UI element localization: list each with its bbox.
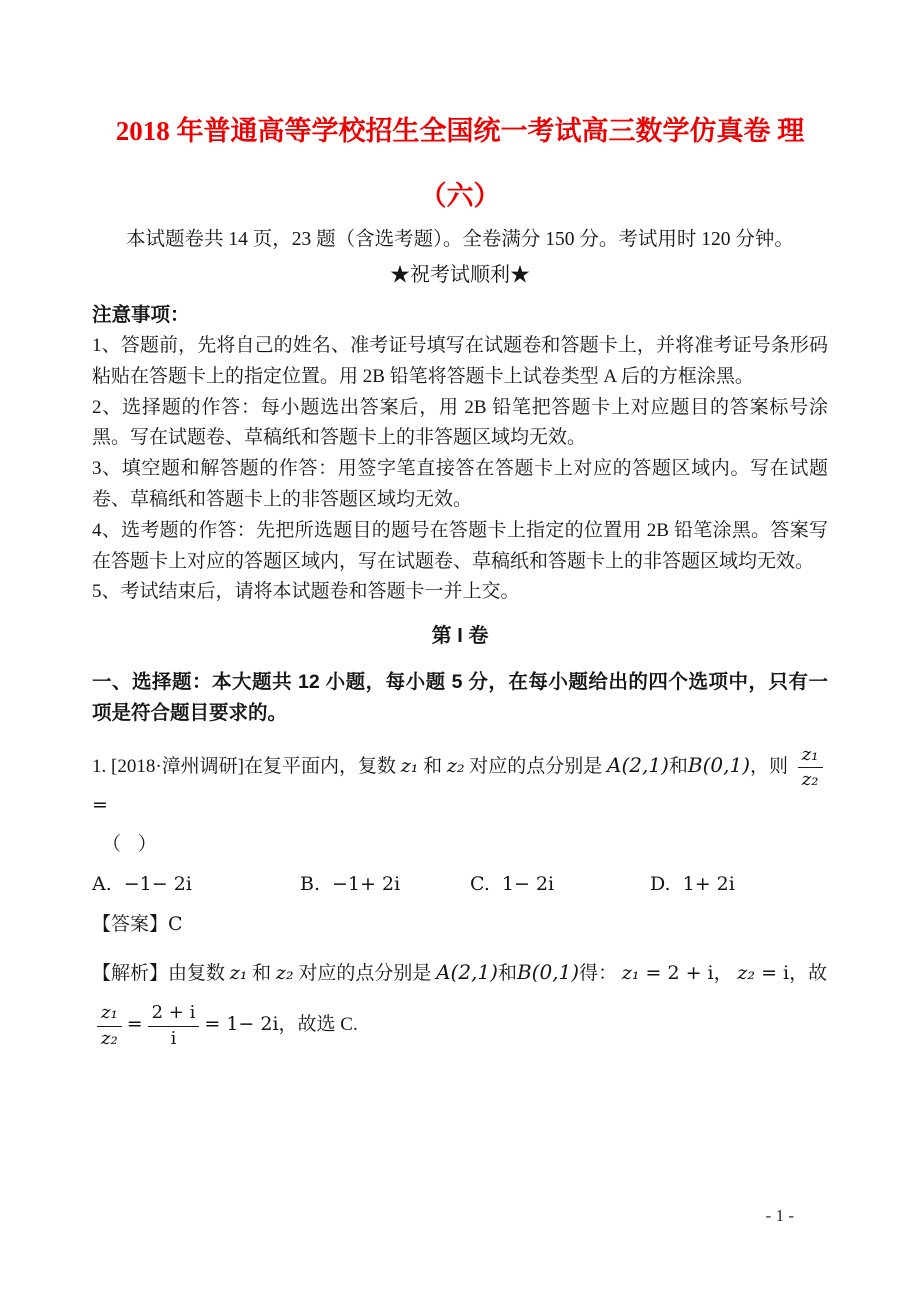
option-a-value: −1− 2i xyxy=(123,873,192,896)
exam-blessing-line: ★祝考试顺利★ xyxy=(390,264,530,286)
option-b-label: B. xyxy=(300,873,321,896)
document-title-line1: 2018 年普通高等学校招生全国统一考试高三数学仿真卷 理 xyxy=(115,116,805,146)
answer-label: 【答案】 xyxy=(92,914,169,936)
notice-item-1: 1、答题前，先将自己的姓名、准考证号填写在试题卷和答题卡上，并将准考证号条形码粘贴在答题卡上的指定位置。用 2B 铅笔将答题卡上试卷类型 A 后的方框涂黑。 xyxy=(92,335,828,387)
notice-item-2: 2、选择题的作答：每小题选出答案后，用 2B 铅笔把答题卡上对应题目的答案标号涂黑。写在试题卷、草稿纸和答题卡上的非答题区域均无效。 xyxy=(92,396,828,449)
question-1-conj1: 和 xyxy=(418,756,447,778)
fraction-numerator: z₁ xyxy=(798,745,823,768)
math-eq1-rest: = 2 + i xyxy=(639,962,714,985)
option-d-label: D. xyxy=(650,873,671,896)
option-b xyxy=(300,869,470,900)
notice-item-3: 3、填空题和解答题的作答：用签字笔直接答在答题卡上对应的答题区域内。写在试题卷、草稿纸和答题卡上的非答题区域均无效。 xyxy=(92,458,828,510)
analysis-comma1: ， xyxy=(713,963,738,985)
notice-heading: 注意事项： xyxy=(92,304,190,326)
question-1-mid: 对应的点分别是 xyxy=(464,756,608,778)
option-c-value: 1− 2i xyxy=(501,873,555,896)
option-a-label: A. xyxy=(92,873,112,896)
section-instructions: 一、选择题：本大题共 12 小题，每小题 5 分，在每小题给出的四个选项中，只有一项是符合题目要求的。 xyxy=(92,671,828,725)
answer-parentheses: （ ） xyxy=(102,834,163,856)
option-b-value: −1+ 2i xyxy=(332,873,401,896)
math-eq2-rest: = i xyxy=(755,962,790,985)
fraction-denominator: z₂ xyxy=(801,769,819,791)
option-d-value: 1+ 2i xyxy=(682,873,735,896)
analysis-equals: = xyxy=(126,1013,143,1036)
math-z1: z₁ xyxy=(400,755,419,778)
volume-heading: 第 I 卷 xyxy=(431,625,489,648)
question-1-options xyxy=(92,869,828,900)
math-point-b: B(0,1) xyxy=(687,753,751,778)
option-c-label: C. xyxy=(470,873,490,896)
option-c xyxy=(470,869,650,900)
answer-line xyxy=(92,909,828,940)
exam-info-line: 本试题卷共 14 页，23 题（含选考题）。全卷满分 150 分。考试用时 120 分钟。 xyxy=(126,229,794,250)
question-1-equals: = xyxy=(92,794,108,817)
analysis-conj1: 和 xyxy=(247,963,276,985)
math-point-b: B(0,1) xyxy=(516,960,580,985)
math-z2: z₂ xyxy=(446,755,465,778)
math-z1: z₁ xyxy=(229,962,248,985)
math-eq2-var: z₂ xyxy=(737,962,756,985)
notice-item-4: 4、选考题的作答：先把所选题目的题号在答题卡上指定的位置用 2B 铅笔涂黑。答案写在答题卡上对应的答题区域内，写在试题卷、草稿纸和答题卡上的非答题区域均无效。 xyxy=(92,519,828,572)
question-1-prefix: 1. [2018·漳州调研]在复平面内，复数 xyxy=(92,756,401,778)
page-number: - 1 - xyxy=(765,1206,794,1225)
notice-item-5: 5、考试结束后，请将本试题卷和答题卡一并上交。 xyxy=(92,581,520,603)
analysis-line-1 xyxy=(92,955,828,991)
document-title xyxy=(92,114,828,213)
math-z2: z₂ xyxy=(275,962,294,985)
analysis-result: = 1− 2i xyxy=(204,1013,279,1036)
analysis-comma2: ，故 xyxy=(789,963,828,985)
question-1-then: ，则 xyxy=(750,756,793,778)
question-1-stem xyxy=(92,745,828,821)
notice-section xyxy=(92,300,828,608)
analysis-tail: ，故选 C. xyxy=(278,1014,358,1036)
fraction-numerator: 2 + i xyxy=(148,1003,200,1026)
math-fraction-2plusi-i xyxy=(148,1003,200,1048)
document-title-line2: （六） xyxy=(419,181,501,211)
analysis-line-2 xyxy=(92,1003,828,1048)
analysis-conj2: 和 xyxy=(497,963,517,985)
answer-value: C xyxy=(168,913,183,936)
fraction-denominator: i xyxy=(170,1027,177,1049)
math-fraction-z1-z2 xyxy=(97,1003,122,1048)
analysis-mid: 对应的点分别是 xyxy=(293,963,437,985)
math-fraction-z1-z2 xyxy=(798,745,823,790)
analysis-prefix: 【解析】由复数 xyxy=(92,963,230,985)
math-point-a: A(2,1) xyxy=(436,960,498,985)
math-point-a: A(2,1) xyxy=(607,753,669,778)
option-d xyxy=(650,869,735,900)
analysis-got: 得： xyxy=(579,963,622,985)
fraction-denominator: z₂ xyxy=(101,1027,118,1049)
option-a xyxy=(92,869,300,900)
fraction-numerator: z₁ xyxy=(97,1003,122,1026)
question-1-conj2: 和 xyxy=(668,756,688,778)
math-eq1-var: z₁ xyxy=(621,962,640,985)
